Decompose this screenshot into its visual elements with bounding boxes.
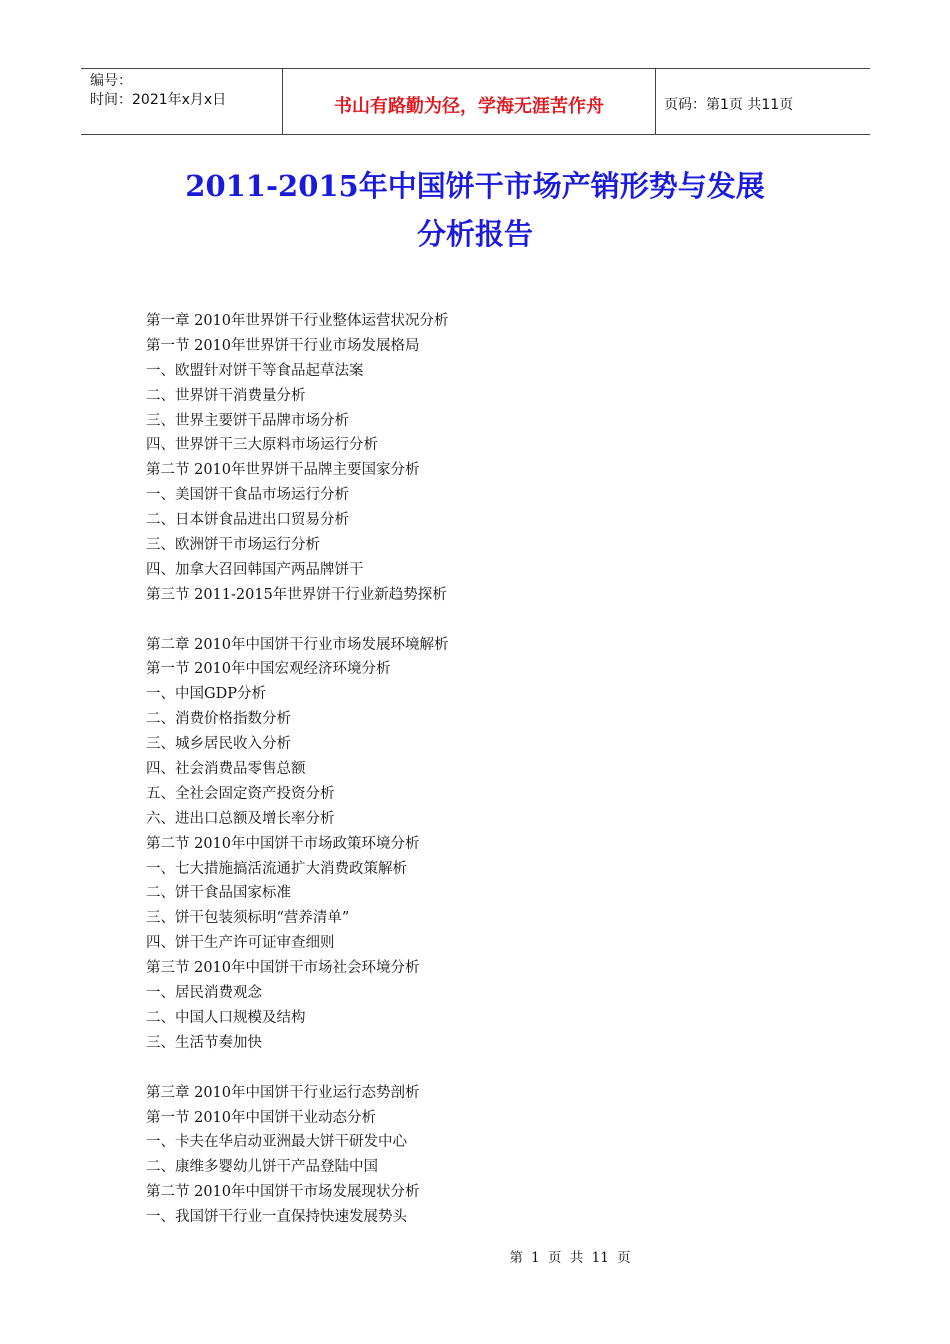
toc-item: 第一节 2010年中国饼干业动态分析 (146, 1109, 377, 1126)
toc-item: 四、饼干生产许可证审查细则 (146, 935, 335, 952)
toc-item: 一、我国饼干行业一直保持快速发展势头 (146, 1209, 407, 1226)
toc-item: 三、生活节奏加快 (146, 1034, 262, 1051)
toc-item: 第一节 2010年中国宏观经济环境分析 (146, 661, 391, 678)
toc-item: 三、欧洲饼干市场运行分析 (146, 537, 320, 554)
serial-number-label: 编号： (90, 73, 132, 89)
toc-item: 三、世界主要饼干品牌市场分析 (146, 412, 349, 429)
toc-item: 第三节 2010年中国饼干市场社会环境分析 (146, 960, 420, 977)
toc-spacer (146, 608, 846, 633)
toc-item: 五、全社会固定资产投资分析 (146, 785, 335, 802)
document-title-line-2: 分析报告 (416, 217, 533, 251)
toc-item: 二、消费价格指数分析 (146, 711, 291, 728)
toc-item: 一、七大措施搞活流通扩大消费政策解析 (146, 860, 407, 877)
toc-item: 二、中国人口规模及结构 (146, 1009, 306, 1026)
header-left-cell (81, 69, 282, 134)
toc-item: 第一节 2010年世界饼干行业市场发展格局 (146, 337, 420, 354)
page-info: 页码：第1页 共11页 (664, 96, 794, 113)
motto: 书山有路勤为径，学海无涯苦作舟 (282, 69, 656, 134)
toc-item: 一、居民消费观念 (146, 985, 262, 1002)
toc-item: 第一章 2010年世界饼干行业整体运营状况分析 (146, 313, 449, 329)
toc-item: 第二节 2010年中国饼干市场发展现状分析 (146, 1184, 420, 1201)
document-title (0, 162, 950, 258)
toc-item: 一、中国GDP分析 (146, 686, 266, 703)
toc-item: 二、康维多婴幼儿饼干产品登陆中国 (146, 1159, 378, 1176)
toc-item: 四、社会消费品零售总额 (146, 761, 306, 778)
table-of-contents (146, 309, 846, 1230)
toc-item: 一、美国饼干食品市场运行分析 (146, 487, 349, 504)
toc-item: 一、卡夫在华启动亚洲最大饼干研发中心 (146, 1134, 407, 1151)
toc-item: 二、日本饼食品进出口贸易分析 (146, 512, 349, 529)
date-label: 时间：2021年x月x日 (90, 92, 227, 108)
header-table (81, 68, 870, 135)
toc-item: 三、城乡居民收入分析 (146, 736, 291, 753)
toc-item: 第二节 2010年世界饼干品牌主要国家分析 (146, 462, 420, 479)
toc-item: 四、加拿大召回韩国产两品牌饼干 (146, 561, 364, 578)
toc-item: 第二节 2010年中国饼干市场政策环境分析 (146, 835, 420, 852)
toc-item: 三、饼干包装须标明“营养清单” (146, 910, 350, 927)
page-footer: 第 1 页 共 11 页 (509, 1250, 631, 1266)
toc-item: 一、欧盟针对饼干等食品起草法案 (146, 362, 364, 379)
toc-item: 第二章 2010年中国饼干行业市场发展环境解析 (146, 636, 449, 653)
toc-item: 第三章 2010年中国饼干行业运行态势剖析 (146, 1084, 420, 1101)
toc-item: 第三节 2011-2015年世界饼干行业新趋势探析 (146, 586, 447, 603)
toc-item: 二、饼干食品国家标准 (146, 885, 291, 902)
toc-spacer (146, 1056, 846, 1081)
toc-item: 二、世界饼干消费量分析 (146, 387, 306, 404)
toc-item: 四、世界饼干三大原料市场运行分析 (146, 437, 378, 454)
document-title-line-1: 2011-2015年中国饼干市场产销形势与发展 (185, 169, 765, 203)
toc-item: 六、进出口总额及增长率分析 (146, 810, 335, 827)
